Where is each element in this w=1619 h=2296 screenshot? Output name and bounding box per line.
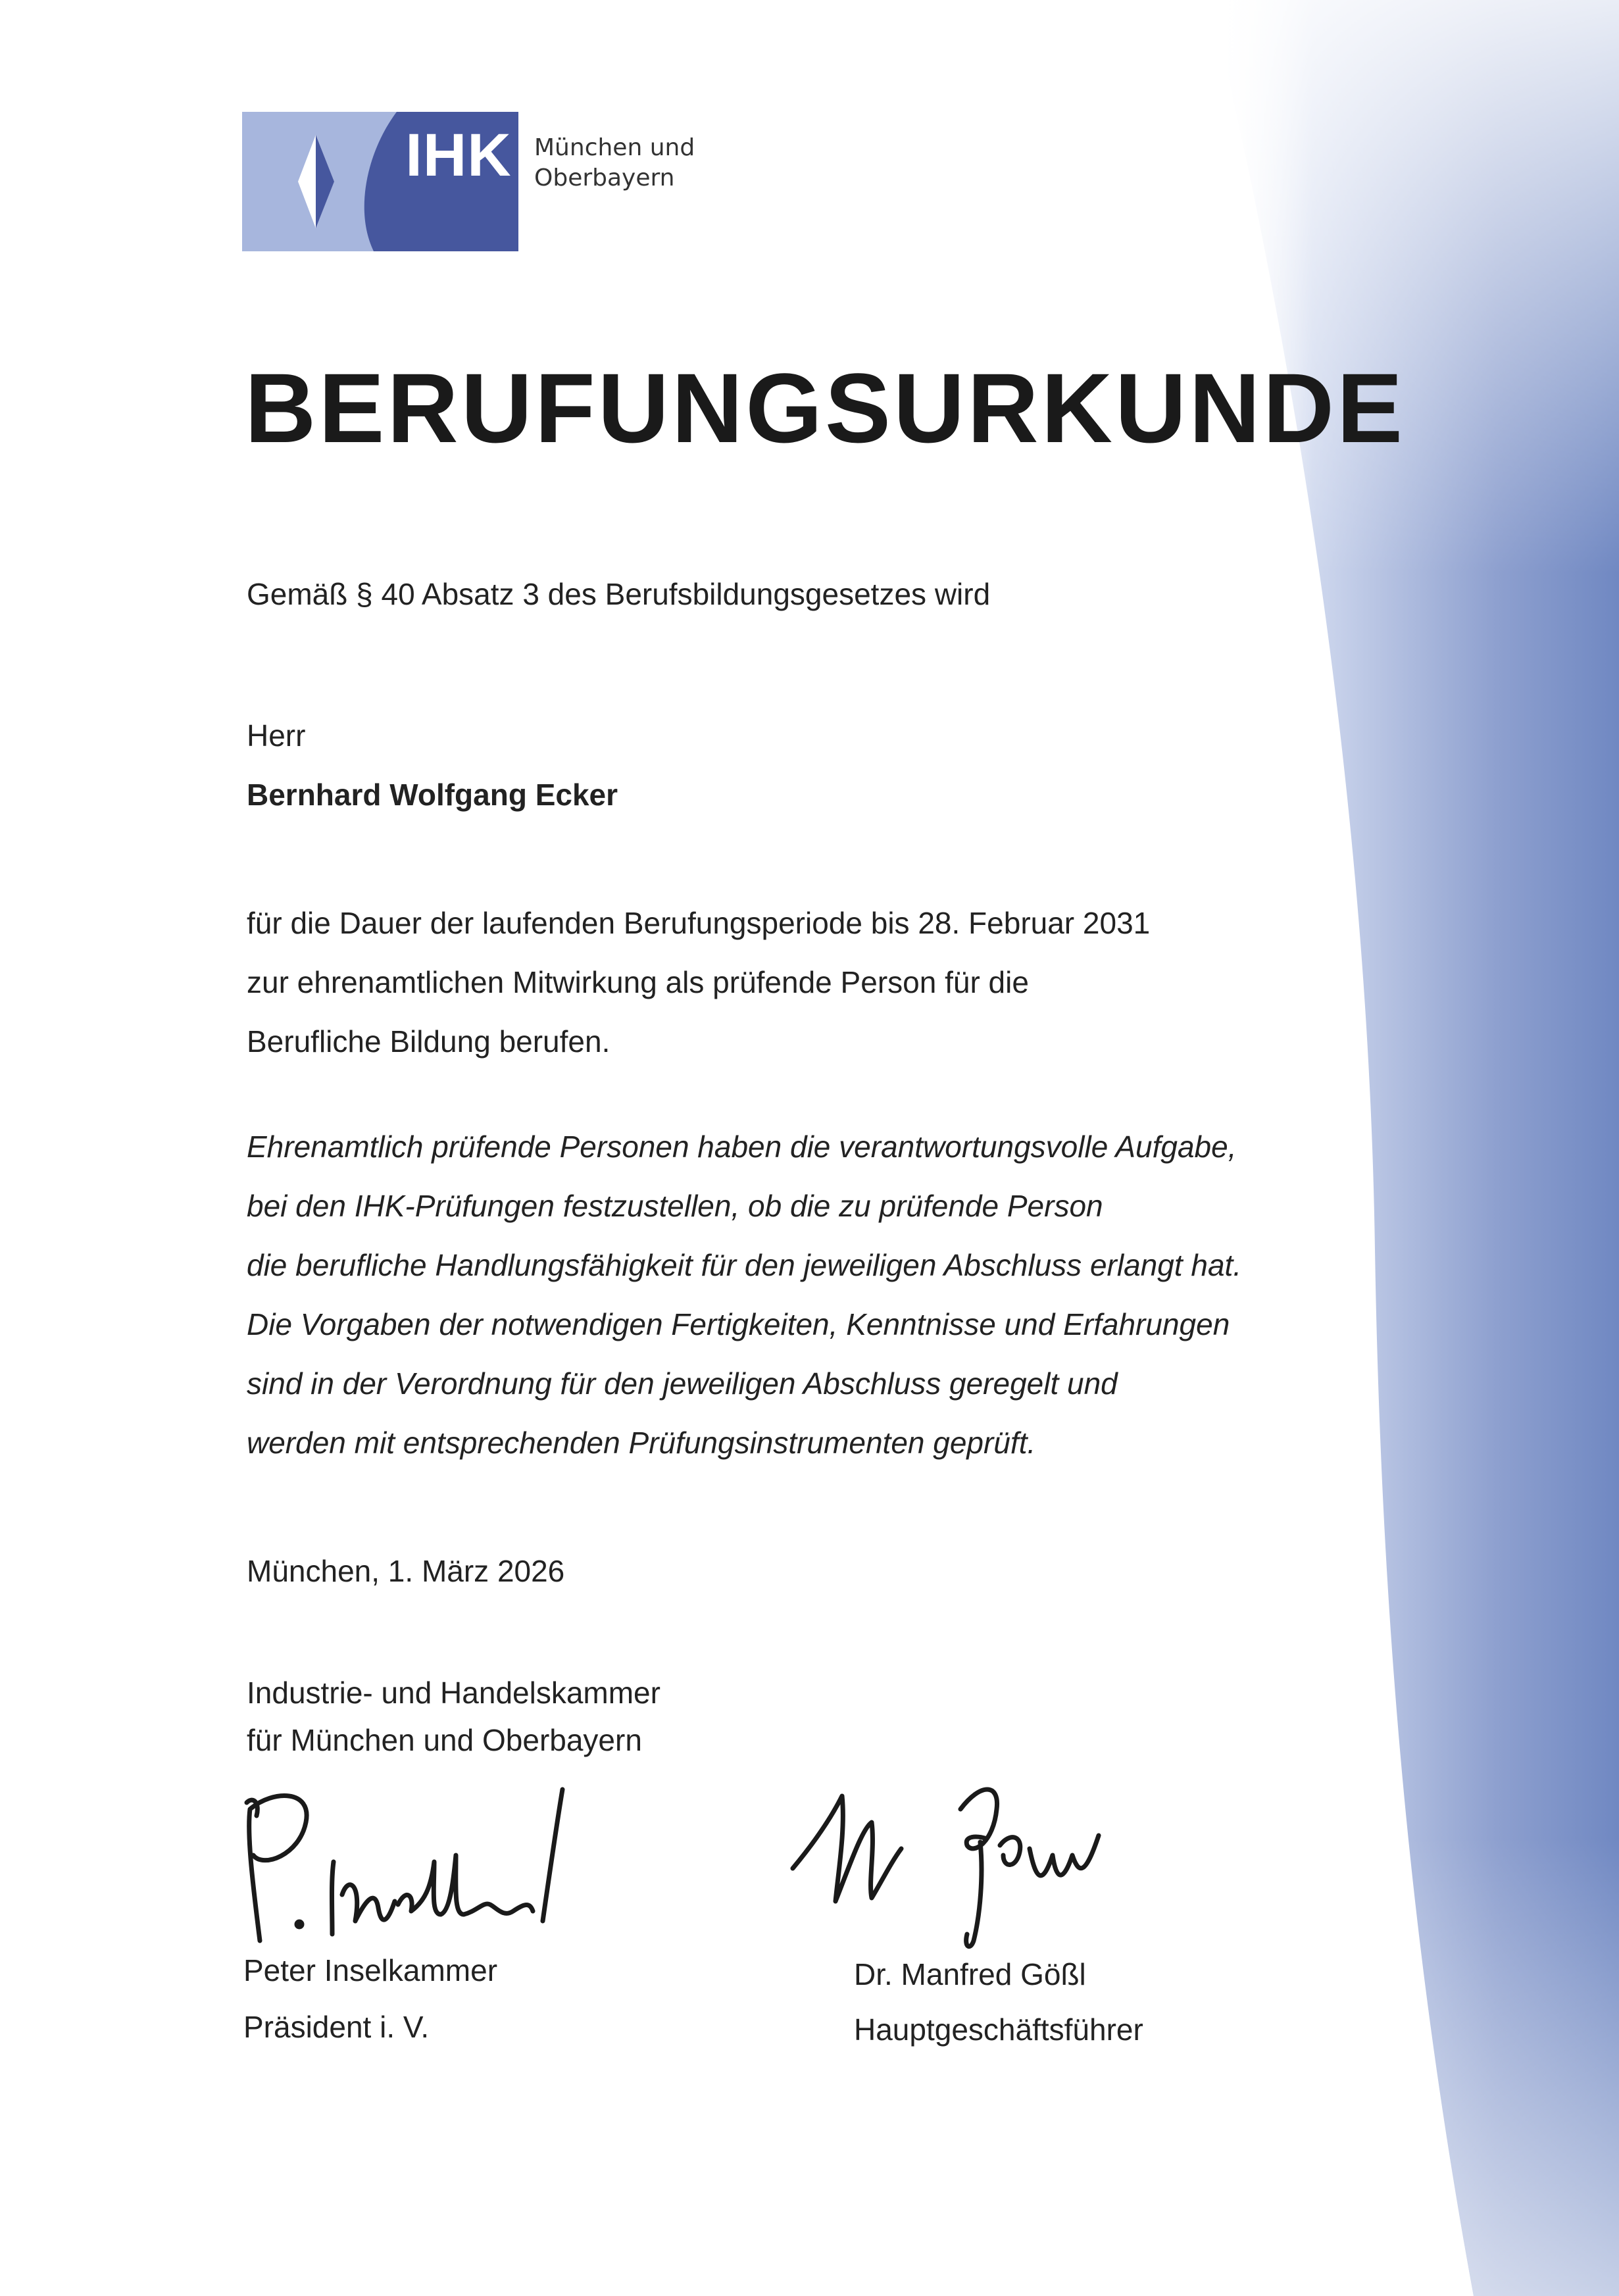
appointment-line-1: für die Dauer der laufenden Berufungsperiode bis 28. Februar 2031 bbox=[247, 906, 1151, 940]
organization-line-1: Industrie- und Handelskammer bbox=[247, 1676, 660, 1710]
place-date: München, 1. März 2026 bbox=[247, 1554, 565, 1588]
note-line-1: Ehrenamtlich prüfende Personen haben die verantwortungsvolle Aufgabe, bbox=[247, 1130, 1237, 1164]
note-line-4: Die Vorgaben der notwendigen Fertigkeiten, Kenntnisse und Erfahrungen bbox=[247, 1307, 1230, 1341]
legal-basis-line: Gemäß § 40 Absatz 3 des Berufsbildungsgesetzes wird bbox=[247, 577, 991, 611]
signatory-1-role: Präsident i. V. bbox=[243, 2010, 430, 2044]
note-line-5: sind in der Verordnung für den jeweiligen Abschluss geregelt und bbox=[247, 1366, 1118, 1401]
note-line-2: bei den IHK-Prüfungen festzustellen, ob die zu prüfende Person bbox=[247, 1189, 1103, 1223]
ihk-logo-abbreviation: IHK bbox=[405, 122, 512, 189]
appointment-line-2: zur ehrenamtlichen Mitwirkung als prüfende Person für die bbox=[247, 965, 1029, 999]
signatory-2-role: Hauptgeschäftsführer bbox=[854, 2012, 1143, 2047]
note-line-3: die berufliche Handlungsfähigkeit für den jeweiligen Abschluss erlangt hat. bbox=[247, 1248, 1242, 1282]
organization-line-2: für München und Oberbayern bbox=[247, 1723, 642, 1757]
note-line-6: werden mit entsprechenden Prüfungsinstrumenten geprüft. bbox=[247, 1426, 1036, 1460]
signatory-1-name: Peter Inselkammer bbox=[243, 1953, 498, 1987]
appointee-name: Bernhard Wolfgang Ecker bbox=[247, 778, 618, 812]
signatory-2-name: Dr. Manfred Gößl bbox=[854, 1957, 1086, 1991]
logo-city-line-2: Oberbayern bbox=[534, 164, 675, 191]
document-title: BERUFUNGSURKUNDE bbox=[245, 353, 1406, 463]
appointment-line-3: Berufliche Bildung berufen. bbox=[247, 1024, 610, 1059]
salutation: Herr bbox=[247, 718, 306, 753]
ihk-logo-city bbox=[534, 133, 695, 193]
ihk-logo bbox=[242, 112, 518, 251]
signature-goessl bbox=[783, 1770, 1178, 1954]
signature-inselkammer bbox=[234, 1776, 602, 1947]
logo-city-line-1: München und bbox=[534, 134, 695, 161]
